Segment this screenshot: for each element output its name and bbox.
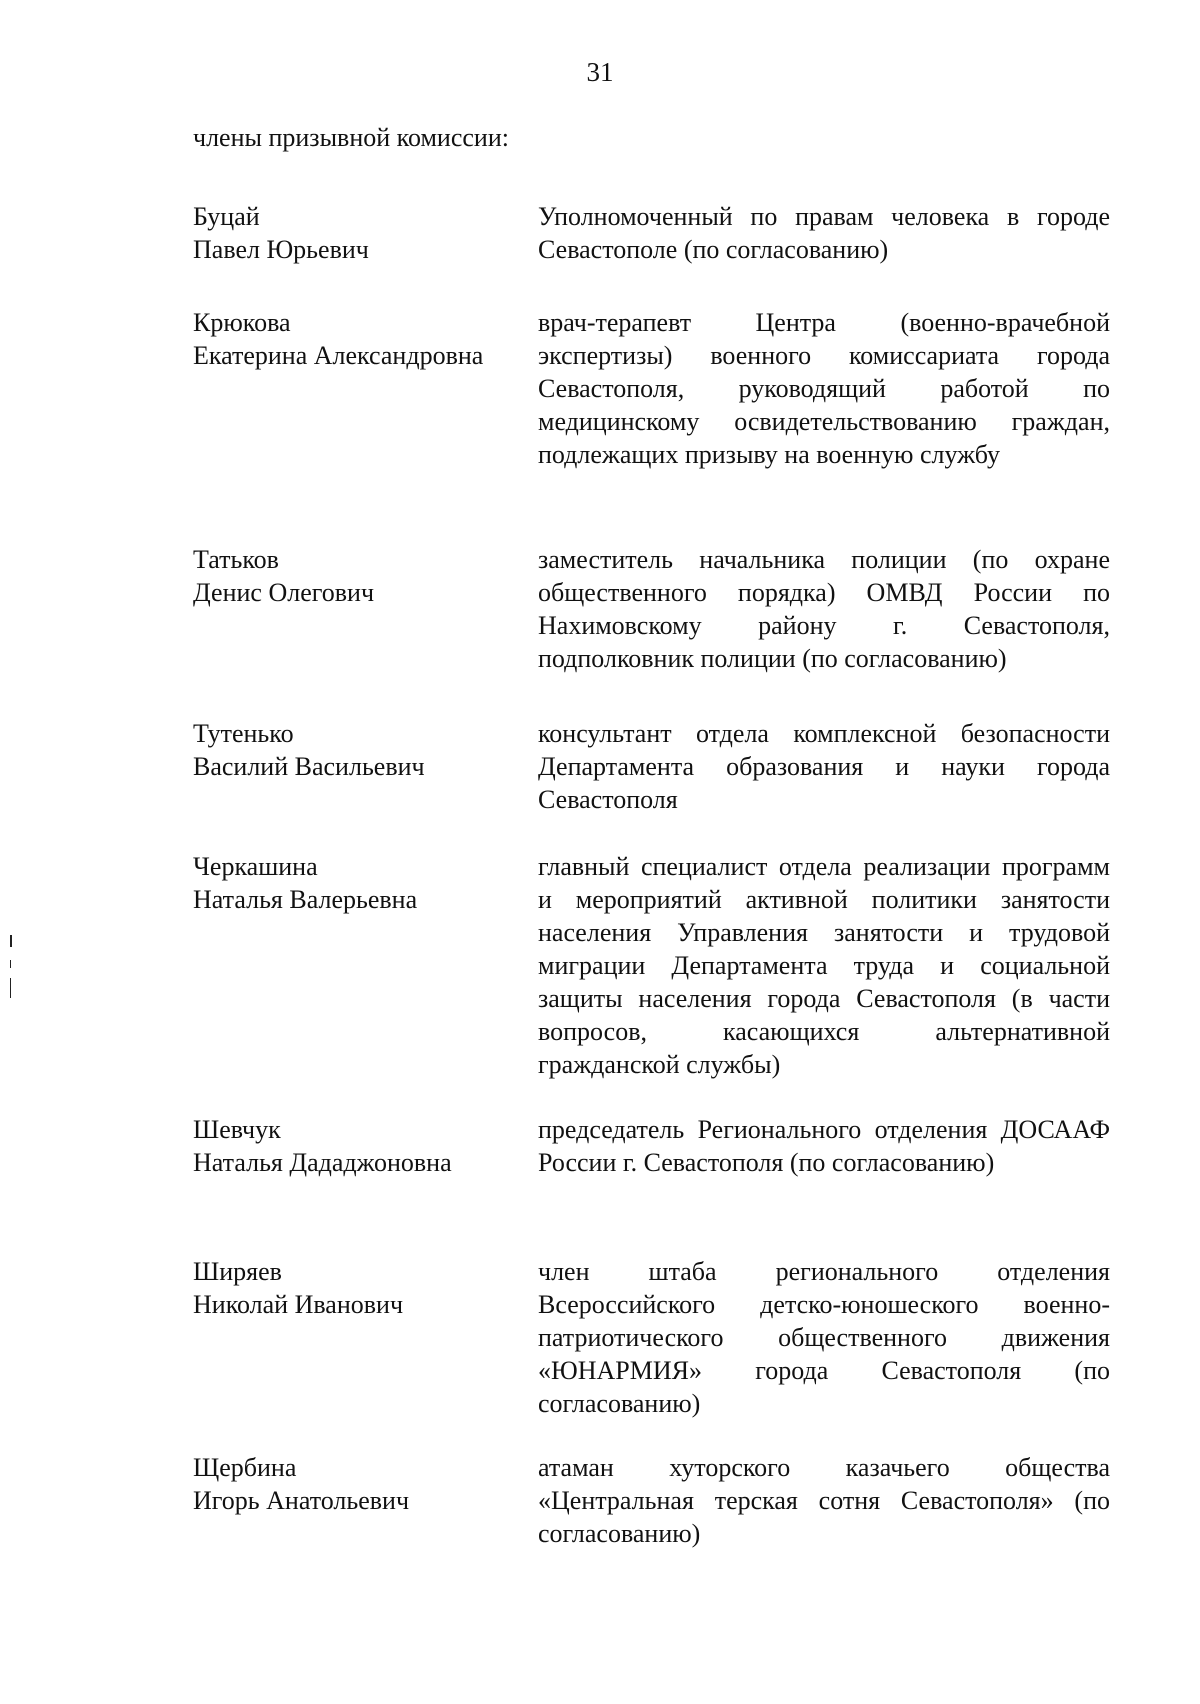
member-name [193, 1255, 533, 1321]
member-role: главный специалист отдела реализации программ и мероприятий активной политики занятости населения Управления занятости и трудовой миграции Департамента труда и социальной защиты населения города Севастополя (в части вопросов, касающихся альтернативной гражданской службы) [538, 852, 1110, 1079]
scan-margin-mark [10, 978, 11, 998]
member-given-name: Наталья Валерьевна [193, 885, 418, 914]
section-heading: члены призывной комиссии: [193, 123, 509, 152]
page-number: 31 [586, 57, 614, 87]
member-surname: Черкашина [193, 852, 318, 881]
member-given-name: Николай Иванович [193, 1290, 404, 1319]
member-surname: Шевчук [193, 1115, 281, 1144]
member-given-name: Василий Васильевич [193, 752, 425, 781]
member-role: член штаба регионального отделения Всероссийского детско-юношеского военно-патриотического общественного движения «ЮНАРМИЯ» города Севастополя (по согласованию) [538, 1257, 1110, 1418]
member-given-name: Игорь Анатольевич [193, 1486, 410, 1515]
member-role: Уполномоченный по правам человека в городе Севастополе (по согласованию) [538, 202, 1110, 264]
member-surname: Ширяев [193, 1257, 282, 1286]
member-surname: Тутенько [193, 719, 294, 748]
member-surname: Крюкова [193, 308, 291, 337]
member-given-name: Денис Олегович [193, 578, 375, 607]
member-given-name: Павел Юрьевич [193, 235, 369, 264]
member-role: заместитель начальника полиции (по охране общественного порядка) ОМВД России по Нахимовскому району г. Севастополя, подполковник полиции (по согласованию) [538, 545, 1110, 673]
member-name [193, 1451, 533, 1517]
member-name [193, 1113, 533, 1179]
member-role: консультант отдела комплексной безопасности Департамента образования и науки города Севастополя [538, 719, 1110, 814]
member-surname: Татьков [193, 545, 279, 574]
member-role: председатель Регионального отделения ДОСААФ России г. Севастополя (по согласованию) [538, 1115, 1110, 1177]
scan-margin-mark [10, 935, 12, 947]
member-surname: Щербина [193, 1453, 297, 1482]
member-name [193, 850, 533, 916]
member-given-name: Наталья Дададжоновна [193, 1148, 452, 1177]
member-name [193, 306, 533, 372]
member-role: атаман хуторского казачьего общества «Центральная терская сотня Севастополя» (по согласованию) [538, 1453, 1110, 1548]
member-role: врач-терапевт Центра (военно-врачебной экспертизы) военного комиссариата города Севастополя, руководящий работой по медицинскому освидетельствованию граждан, подлежащих призыву на военную службу [538, 308, 1110, 469]
member-given-name: Екатерина Александровна [193, 341, 484, 370]
scan-margin-mark [10, 960, 11, 968]
member-name [193, 717, 533, 783]
member-name [193, 200, 533, 266]
member-surname: Буцай [193, 202, 260, 231]
member-name [193, 543, 533, 609]
